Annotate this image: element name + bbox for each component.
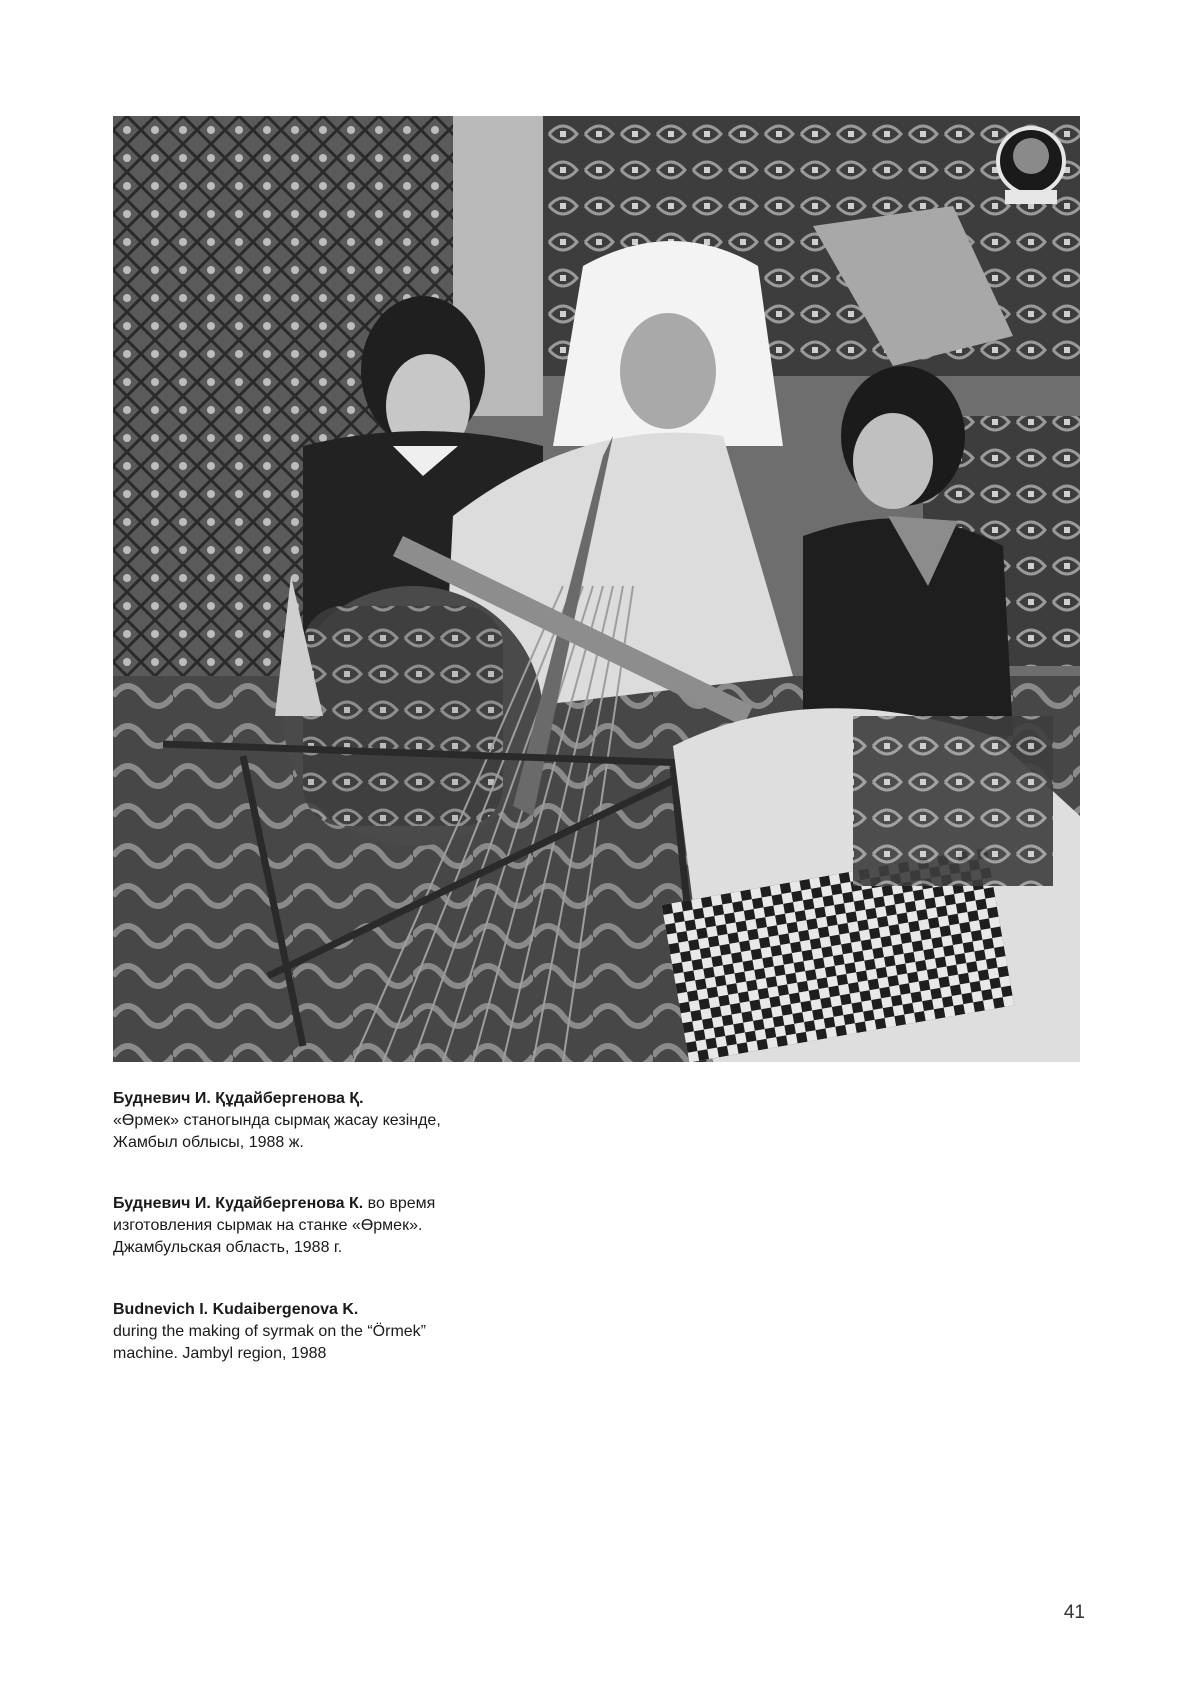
archival-photo-weaving	[113, 116, 1080, 1062]
caption-english-line2: machine. Jambyl region, 1988	[113, 1345, 327, 1362]
caption-russian-line1: изготовления сырмак на станке «Өрмек».	[113, 1217, 423, 1234]
caption-kazakh	[113, 1088, 533, 1154]
caption-russian	[113, 1193, 533, 1259]
caption-english	[113, 1299, 533, 1365]
caption-russian-line2: Джамбульская область, 1988 г.	[113, 1239, 343, 1256]
caption-kazakh-line2: Жамбыл облысы, 1988 ж.	[113, 1134, 304, 1151]
page-number: 41	[1063, 1602, 1085, 1623]
caption-english-title: Budnevich I. Kudaibergenova K.	[113, 1301, 359, 1318]
caption-kazakh-line1: «Өрмек» станогында сырмақ жасау кезінде,	[113, 1112, 441, 1129]
caption-kazakh-title: Будневич И. Құдайбергенова Қ.	[113, 1090, 364, 1107]
caption-english-line1: during the making of syrmak on the “Örmek”	[113, 1323, 427, 1340]
caption-russian-title: Будневич И. Кудайбергенова К.	[113, 1195, 364, 1212]
photo-illustration	[113, 116, 1080, 1062]
caption-russian-title-cont: во время	[363, 1195, 436, 1212]
